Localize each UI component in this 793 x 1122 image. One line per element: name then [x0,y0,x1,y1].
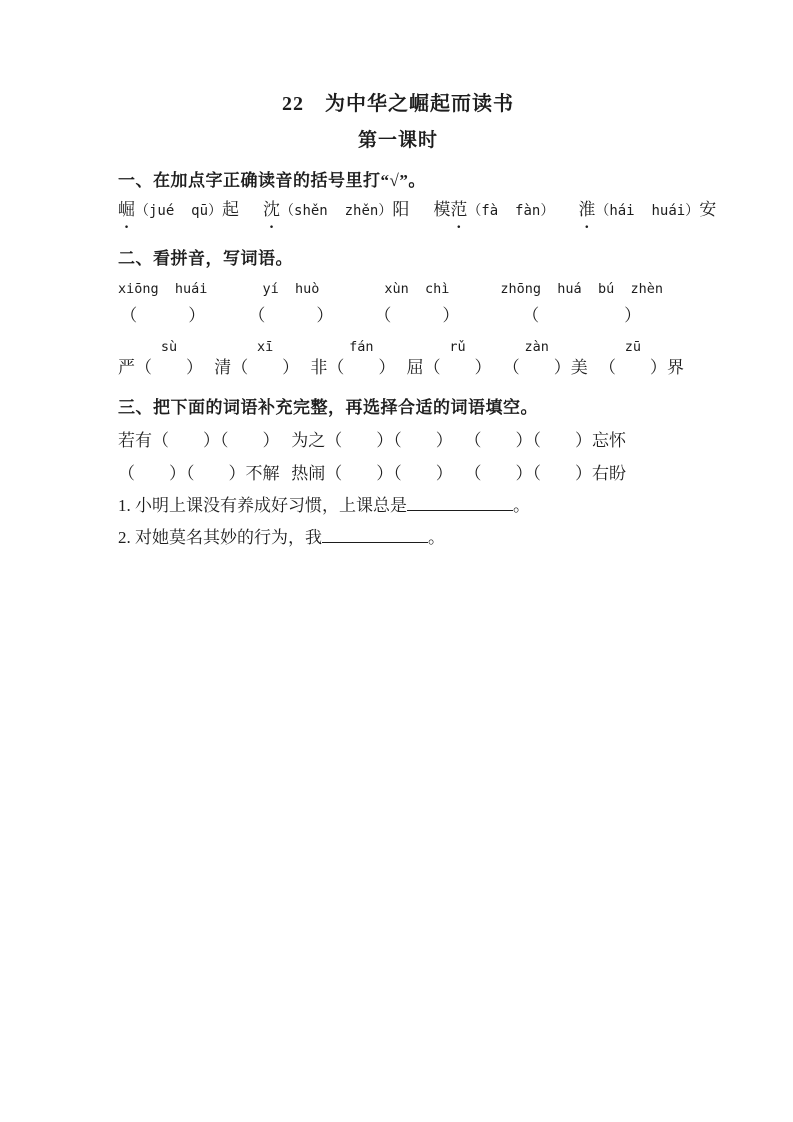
bracket-with-pinyin [598,339,667,380]
pinyin-choice-group [433,198,554,223]
idiom-completion: （ ）（ ）右盼 [464,464,626,483]
pinyin-word-cell [118,281,207,326]
idiom-completion: 热闹（ ）（ ） [291,464,453,483]
pinyin-choice-group [263,198,409,223]
fill-in-sentence-2 [118,526,678,550]
char-fill-cell [598,339,684,380]
plain-char: 模 [433,200,451,219]
exercise3-row1 [118,429,626,453]
pinyin-word-cell [248,281,333,326]
answer-brackets: （ ） [248,306,334,325]
pinyin-label: rǔ [449,339,466,355]
pinyin-options: （hái huái） [595,203,700,219]
bracket-with-pinyin [135,339,203,380]
plain-char: 美 [570,358,588,377]
exercise1-line [118,198,717,231]
exercise-1 [118,169,717,231]
fill-in-sentence-1 [118,494,678,518]
answer-brackets: （ ） [327,358,396,377]
char-fill-cell [406,339,492,380]
pinyin-word-cell [500,281,663,326]
dotted-char: 崛 [118,200,135,219]
exercise2-row1 [118,281,663,326]
pinyin-label: zū [624,339,642,355]
sentence-text: 2. 对她莫名其妙的行为，我 [118,528,322,547]
exercise2-heading: 二、看拼音，写词语。 [118,249,293,268]
page-title: 22 为中华之崛起而读书 [282,93,514,115]
bracket-with-pinyin [231,339,300,380]
answer-brackets: （ ） [598,358,667,377]
pinyin-label: zhōng huá bú zhèn [500,281,663,297]
answer-brackets: （ ） [231,358,300,377]
bracket-with-pinyin [502,339,571,380]
idiom-completion: （ ）（ ）不解 [118,464,280,483]
pinyin-word-cell [374,281,459,326]
dotted-char: 淮 [578,200,596,219]
bracket-with-pinyin [327,339,396,380]
exercise3-row2 [118,462,626,486]
lesson-period-subtitle: 第一课时 [357,130,438,151]
answer-brackets: （ ） [522,306,642,325]
pinyin-label: zàn [524,339,549,355]
plain-char: 阳 [392,200,410,219]
answer-brackets: （ ） [374,306,460,325]
char-fill-cell [310,339,396,380]
plain-char: 清 [214,358,232,377]
pinyin-label: xiōng huái [118,281,208,297]
sentence-text: 1. 小明上课没有养成好习惯，上课总是 [118,496,407,515]
pinyin-options: （fà fàn） [467,203,555,219]
plain-char: 屈 [406,358,424,377]
sentence-period: 。 [513,496,530,515]
idiom-completion: （ ）（ ）忘怀 [464,431,626,450]
answer-blank-line [322,527,428,543]
pinyin-label: xùn chì [384,281,450,297]
pinyin-choice-group [578,198,716,223]
plain-char: 非 [310,358,328,377]
exercise-2 [118,247,684,380]
answer-brackets: （ ） [120,306,206,325]
answer-brackets: （ ） [423,358,492,377]
char-fill-cell [214,339,300,380]
plain-char: 安 [699,200,717,219]
idiom-completion: 为之（ ）（ ） [291,431,453,450]
char-fill-cell [118,339,203,380]
dotted-char: 沈 [263,200,281,219]
answer-brackets: （ ） [502,358,571,377]
pinyin-label: xī [257,339,274,355]
bracket-with-pinyin [423,339,492,380]
char-fill-cell [502,339,588,380]
plain-char: 严 [118,358,135,377]
idiom-completion: 若有（ ）（ ） [118,431,280,450]
exercise2-row2 [118,339,684,380]
dotted-char: 范 [450,200,468,219]
pinyin-label: fán [349,339,374,355]
exercise-3 [118,396,678,550]
plain-char: 起 [222,200,240,219]
pinyin-options: （shěn zhěn） [280,203,393,219]
exercise1-heading: 一、在加点字正确读音的括号里打“√”。 [118,171,426,190]
pinyin-choice-group [118,198,239,223]
plain-char: 界 [666,358,684,377]
answer-brackets: （ ） [135,358,203,377]
pinyin-options: （jué qū） [135,203,223,219]
pinyin-label: sù [160,339,178,355]
sentence-period: 。 [428,528,445,547]
answer-blank-line [407,495,513,511]
pinyin-label: yí huò [262,281,320,297]
exercise3-heading: 三、把下面的词语补充完整，再选择合适的词语填空。 [118,398,538,417]
worksheet-content [118,0,717,550]
